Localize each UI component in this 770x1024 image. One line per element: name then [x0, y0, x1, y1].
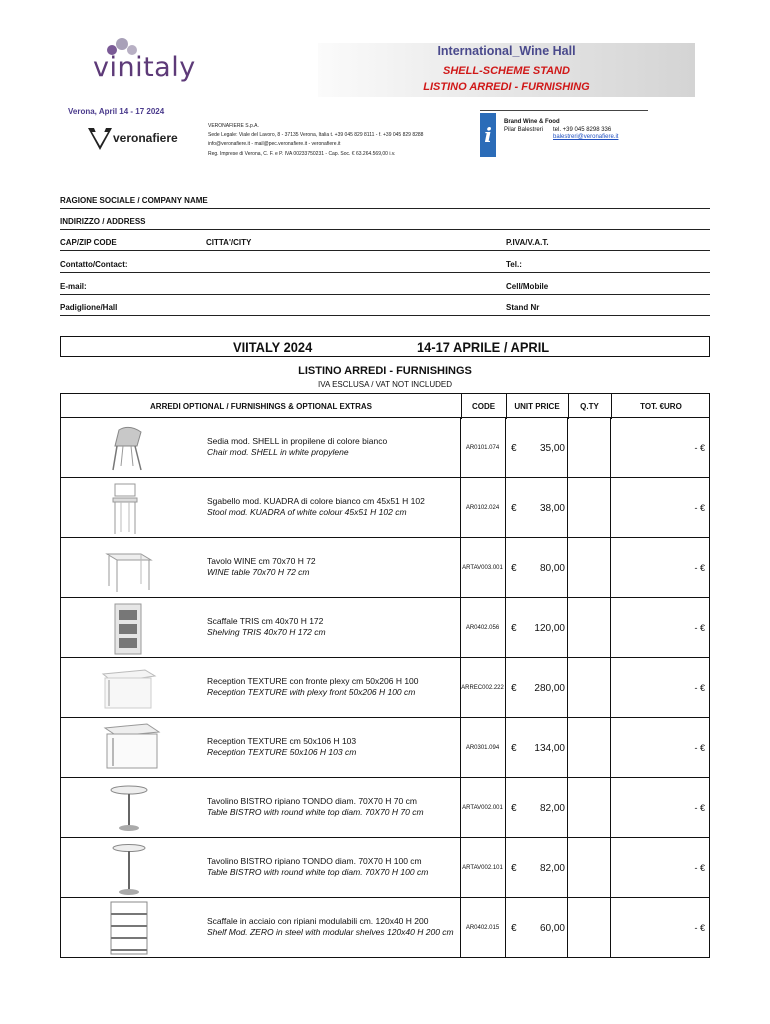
contact-label: Contatto/Contact:: [60, 260, 128, 269]
event-title: VIITALY 2024: [233, 339, 313, 355]
tel-label: Tel.:: [506, 260, 522, 269]
event-dates: Verona, April 14 - 17 2024: [68, 107, 165, 116]
company-name-line[interactable]: [60, 208, 710, 209]
currency-symbol: €: [511, 862, 517, 874]
steel-shelf-image: [60, 898, 205, 958]
total-value: - €: [694, 923, 705, 933]
total-value: - €: [694, 503, 705, 513]
band-title: International_Wine Hall: [437, 44, 576, 58]
total-value: - €: [694, 863, 705, 873]
unit-price: 280,00: [534, 682, 565, 694]
item-name-it: Tavolino BISTRO ripiano TONDO diam. 70X70 H 70 cm: [207, 796, 417, 806]
contact-name: Pilar Balestreri: [504, 127, 544, 133]
unit-price: 35,00: [539, 442, 565, 454]
item-name-en: Chair mod. SHELL in white propylene: [207, 447, 349, 457]
item-name-en: Shelving TRIS 40x70 H 172 cm: [207, 627, 326, 637]
reception-image: [60, 718, 205, 778]
chair-image-icon: [101, 420, 161, 476]
item-name-it: Sgabello mod. KUADRA di colore bianco cm 45x51 H 102: [207, 496, 425, 506]
header-qty: Q.TY: [580, 402, 599, 411]
email-label: E-mail:: [60, 282, 87, 291]
unit-price: 38,00: [539, 502, 565, 514]
qty-cell[interactable]: [567, 538, 610, 598]
item-code: AR0301.094: [465, 745, 500, 751]
item-name-it: Sedia mod. SHELL in propilene di colore bianco: [207, 436, 388, 446]
bistro-high-image: [60, 838, 205, 898]
stool-image-icon: [101, 480, 161, 536]
shelving-image: [60, 598, 205, 658]
price-list-title: LISTINO ARREDI - FURNISHINGS: [298, 365, 472, 377]
item-name-it: Scaffale in acciaio con ripiani modulabili cm. 120x40 H 200: [207, 916, 429, 926]
item-name-it: Tavolo WINE cm 70x70 H 72: [207, 556, 316, 566]
email-line[interactable]: [60, 294, 710, 295]
header-total: TOT. €URO: [640, 402, 682, 411]
address-line[interactable]: [60, 229, 710, 230]
contact-email-link[interactable]: balestreri@veronafiere.it: [553, 134, 619, 140]
table-row: [60, 778, 710, 838]
table-row: [60, 838, 710, 898]
unit-price: 80,00: [539, 562, 565, 574]
table-header: [60, 393, 710, 418]
currency-symbol: €: [511, 682, 517, 694]
total-value: - €: [694, 443, 705, 453]
bistro-low-image: [60, 778, 205, 838]
unit-price: 82,00: [539, 802, 565, 814]
vinitaly-logo-text: vinitaly: [93, 52, 196, 83]
item-code: AR0102.024: [465, 505, 500, 511]
steel-shelf-image-icon: [101, 900, 161, 956]
zip-line[interactable]: [60, 250, 710, 251]
reception-image-icon: [101, 720, 161, 776]
item-name-it: Reception TEXTURE cm 50x106 H 103: [207, 736, 357, 746]
item-code: ARTAV002.101: [462, 865, 503, 871]
table-row: [60, 538, 710, 598]
item-code: ARREC002.222: [461, 685, 504, 691]
title-band: [318, 43, 695, 97]
cell-label: Cell/Mobile: [506, 282, 549, 291]
item-code: ARTAV003.001: [462, 565, 503, 571]
reception-plexy-image: [60, 658, 205, 718]
band-listino: LISTINO ARREDI - FURNISHING: [423, 81, 590, 93]
total-value: - €: [694, 563, 705, 573]
total-value: - €: [694, 683, 705, 693]
qty-cell[interactable]: [567, 718, 610, 778]
header-code: CODE: [471, 402, 496, 411]
event-title-box: [60, 336, 710, 357]
contact-divider: [480, 110, 648, 111]
qty-cell[interactable]: [567, 898, 610, 958]
veronafiere-logo-icon: [88, 128, 112, 150]
table-image: [60, 538, 205, 598]
item-name-en: Reception TEXTURE 50x106 H 103 cm: [207, 747, 357, 757]
total-value: - €: [694, 803, 705, 813]
band-subtitle: SHELL-SCHEME STAND: [443, 65, 570, 77]
hall-line[interactable]: [60, 315, 710, 316]
city-label: CITTA'/CITY: [206, 238, 252, 247]
table-row: [60, 718, 710, 778]
qty-cell[interactable]: [567, 478, 610, 538]
currency-symbol: €: [511, 802, 517, 814]
currency-symbol: €: [511, 442, 517, 454]
currency-symbol: €: [511, 562, 517, 574]
item-name-en: Reception TEXTURE with plexy front 50x206 H 100 cm: [207, 687, 416, 697]
item-name-en: Stool mod. KUADRA of white colour 45x51 H 102 cm: [207, 507, 407, 517]
contact-tel: tel. +39 045 8298 336: [553, 127, 612, 133]
item-code: AR0101.074: [465, 445, 500, 451]
veronafiere-logo-text: veronafiere: [113, 131, 178, 145]
unit-price: 120,00: [534, 622, 565, 634]
contact-line[interactable]: [60, 272, 710, 273]
table-row: [60, 418, 710, 478]
header-item: ARREDI OPTIONAL / FURNISHINGS & OPTIONAL EXTRAS: [150, 402, 372, 411]
item-name-it: Tavolino BISTRO ripiano TONDO diam. 70X70 H 100 cm: [207, 856, 422, 866]
item-code: AR0402.056: [465, 625, 500, 631]
currency-symbol: €: [511, 502, 517, 514]
company-info: VERONAFIERE S.p.A. Sede Legale: Viale del Lavoro, 8 - 37135 Verona, Italia t. +39 045 829 8111 - f. +39 045 829 8288 info@veronafiere.it - mail@pec.veronafiere.it - veronafiere.it Reg. Imprese di Verona, C. F. e P. IVA 00233750231 - Cap. Soc. € 63.264.569,00 i.v.: [208, 123, 424, 157]
unit-price: 134,00: [534, 742, 565, 754]
table-image-icon: [101, 540, 161, 596]
reception-plexy-image-icon: [101, 660, 161, 716]
item-code: AR0402.015: [465, 925, 500, 931]
item-name-it: Reception TEXTURE con fronte plexy cm 50x206 H 100: [207, 676, 419, 686]
vat-note: IVA ESCLUSA / VAT NOT INCLUDED: [318, 380, 452, 389]
hall-label: Padiglione/Hall: [60, 303, 118, 312]
qty-cell[interactable]: [567, 838, 610, 898]
stand-label: Stand Nr: [506, 303, 540, 312]
zip-label: CAP/ZIP CODE: [60, 238, 117, 247]
shelving-image-icon: [101, 600, 161, 656]
table-row: [60, 478, 710, 538]
info-icon: i: [480, 113, 496, 157]
qty-cell[interactable]: [567, 778, 610, 838]
table-row: [60, 898, 710, 958]
address-label: INDIRIZZO / ADDRESS: [60, 217, 146, 226]
item-name-it: Scaffale TRIS cm 40x70 H 172: [207, 616, 324, 626]
item-name-en: WINE table 70x70 H 72 cm: [207, 567, 310, 577]
total-value: - €: [694, 743, 705, 753]
vat-label: P.IVA/V.A.T.: [506, 238, 549, 247]
chair-image: [60, 418, 205, 478]
currency-symbol: €: [511, 742, 517, 754]
qty-cell[interactable]: [567, 658, 610, 718]
company-name-label: RAGIONE SOCIALE / COMPANY NAME: [60, 196, 208, 205]
qty-cell[interactable]: [567, 598, 610, 658]
header-unit-price: UNIT PRICE: [514, 402, 560, 411]
stool-image: [60, 478, 205, 538]
total-value: - €: [694, 623, 705, 633]
currency-symbol: €: [511, 622, 517, 634]
bistro-high-image-icon: [101, 840, 161, 896]
contact-title: Brand Wine & Food: [504, 119, 560, 125]
item-name-en: Shelf Mod. ZERO in steel with modular shelves 120x40 H 200 cm: [207, 927, 454, 937]
unit-price: 60,00: [539, 922, 565, 934]
table-row: [60, 658, 710, 718]
qty-cell[interactable]: [567, 418, 610, 478]
item-name-en: Table BISTRO with round white top diam. 70X70 H 70 cm: [207, 807, 424, 817]
table-row: [60, 598, 710, 658]
unit-price: 82,00: [539, 862, 565, 874]
item-name-en: Table BISTRO with round white top diam. 70X70 H 100 cm: [207, 867, 429, 877]
bistro-low-image-icon: [101, 780, 161, 836]
event-dates-title: 14-17 APRILE / APRIL: [417, 339, 550, 355]
item-code: ARTAV002.001: [462, 805, 503, 811]
currency-symbol: €: [511, 922, 517, 934]
